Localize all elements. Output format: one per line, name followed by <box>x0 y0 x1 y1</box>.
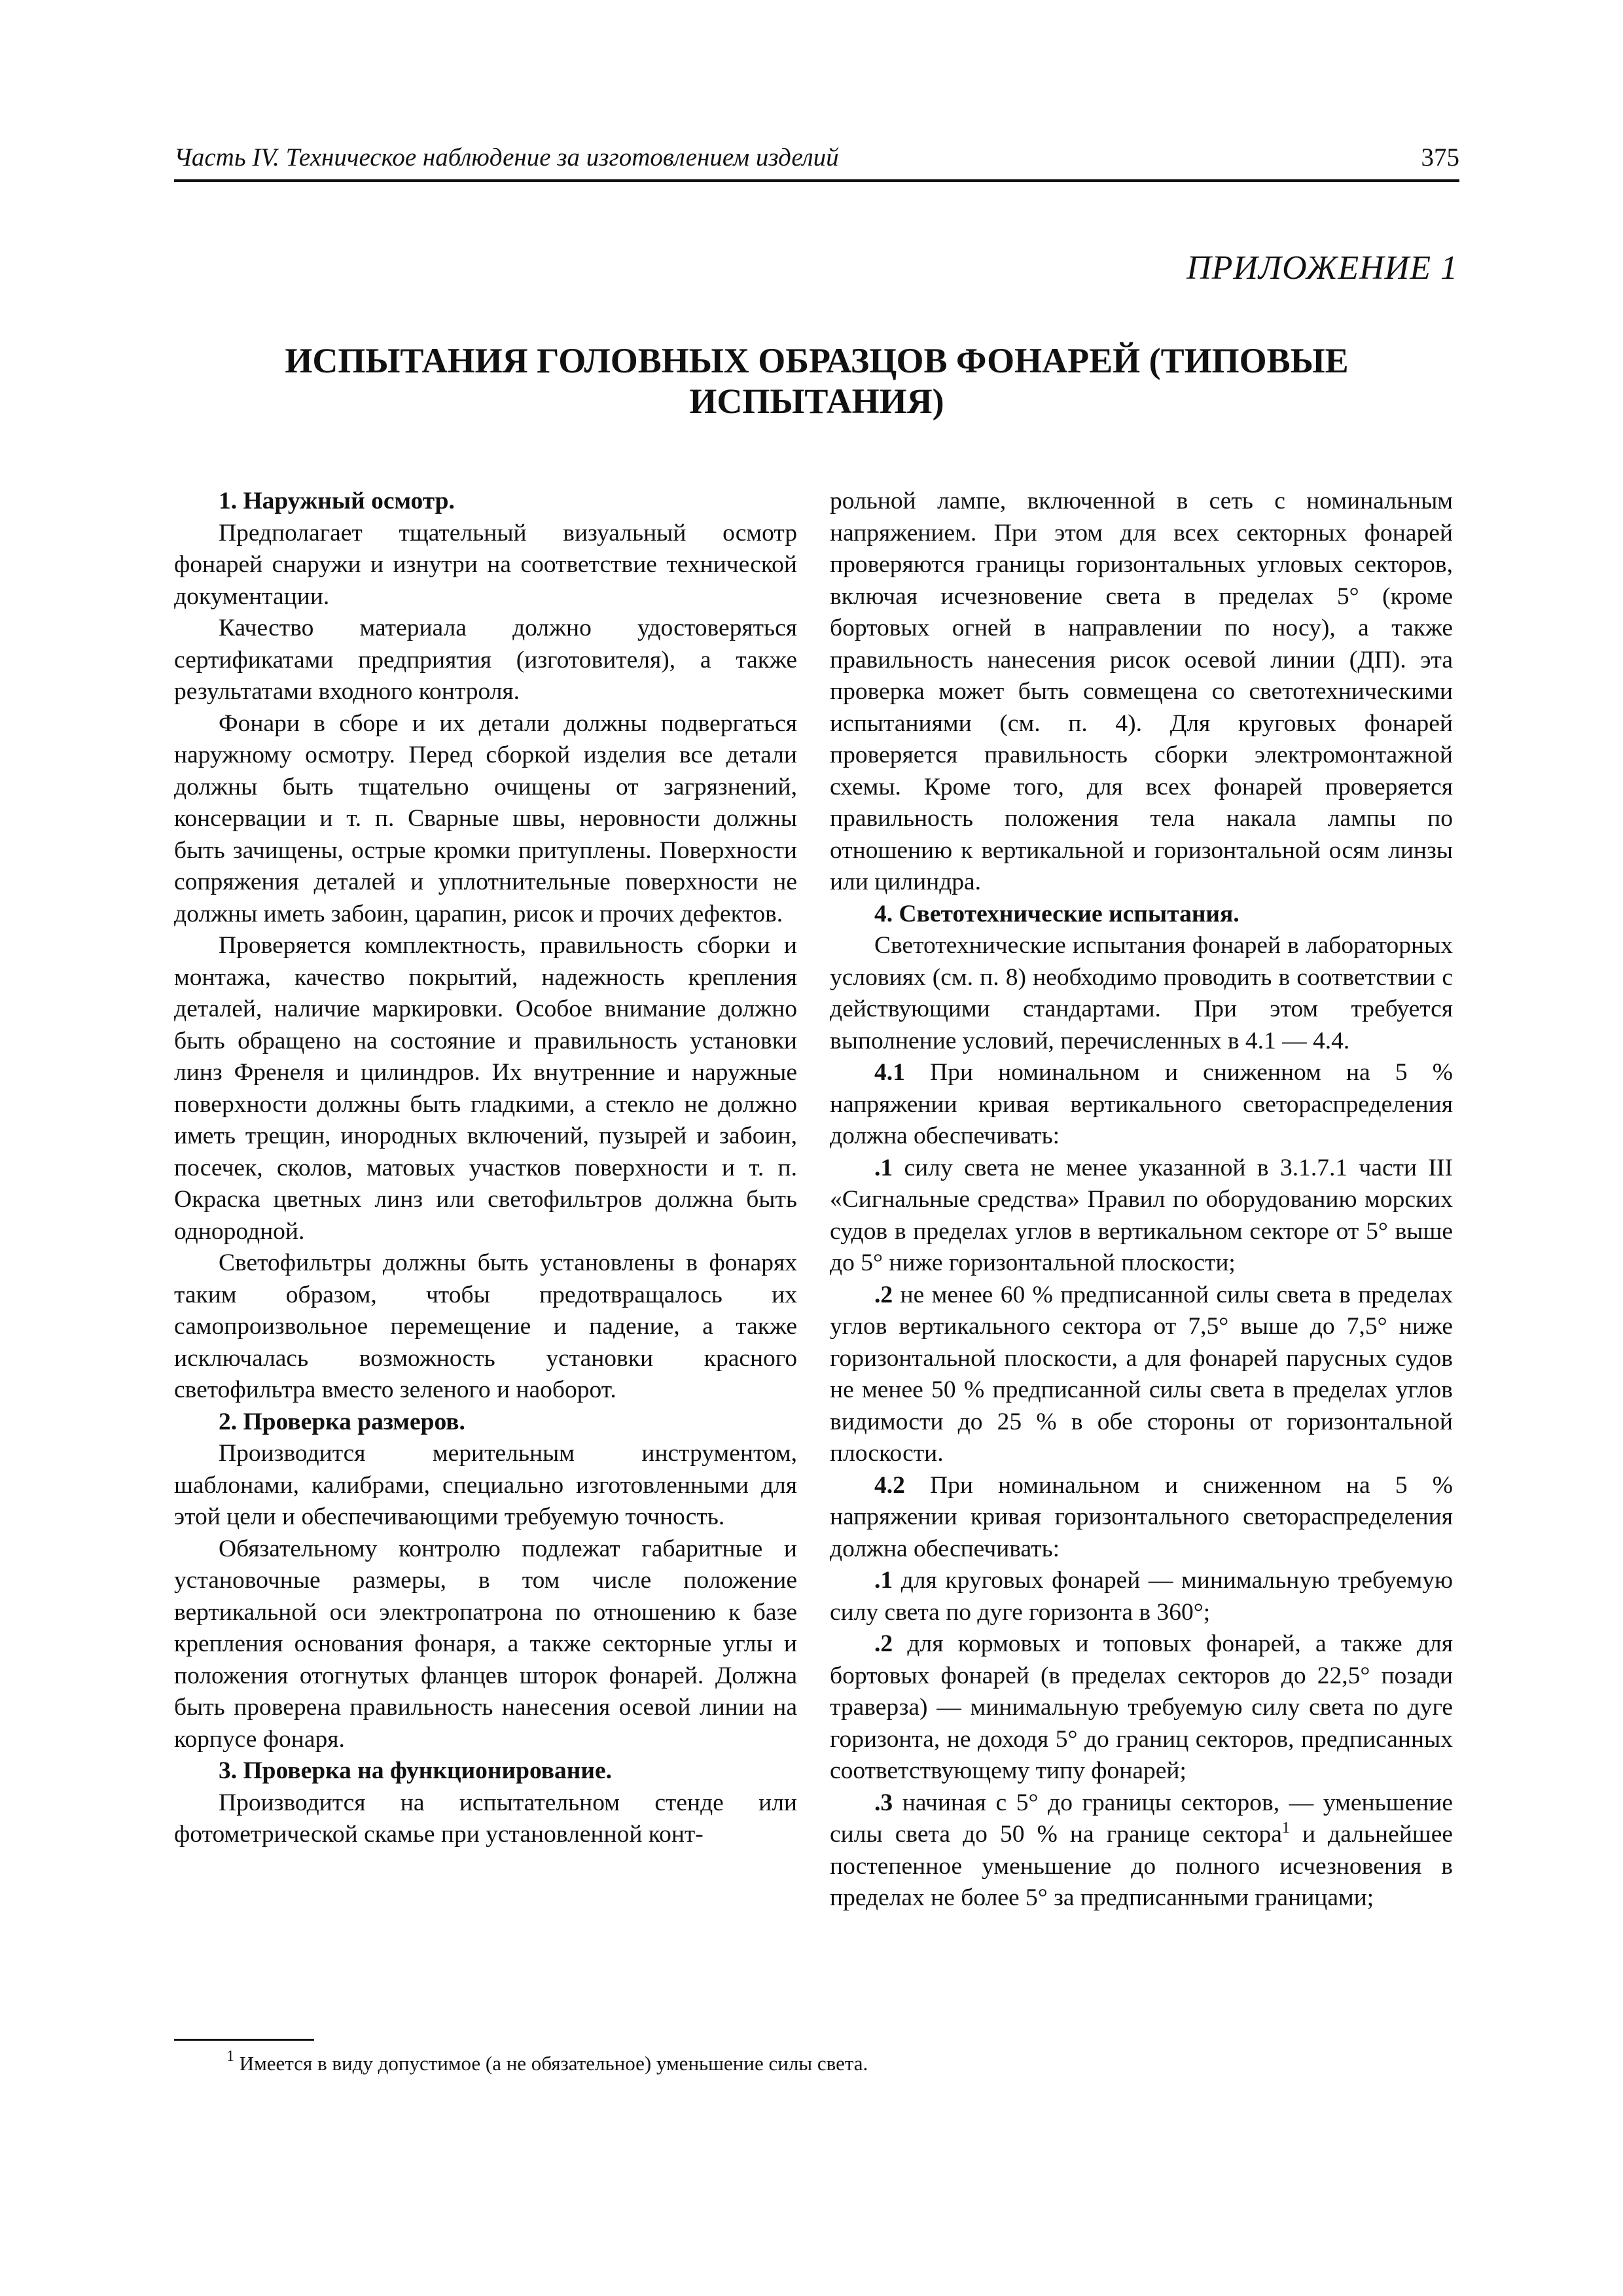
footnote-reference: 1 <box>1281 1820 1290 1837</box>
paragraph-text: Проверяется комплектность, правильность сборки и монтажа, качество покрытий, надежность крепления деталей, наличие маркировки. Особое внимание должно быть обращено на состояние и правильность установки линз Френеля и цилиндров. Их внутренние и наружные поверхности должны быть гладкими, а стекло не должно иметь трещин, инородных включений, пузырей и забоин, посечек, сколов, матовых участков поверхности и т. п. Окраска цветных линз или светофильтров должна быть однородной. <box>174 932 797 1245</box>
item-number: .2 <box>874 1281 893 1308</box>
left-column-paragraph <box>174 930 797 1247</box>
right-column-paragraph <box>830 1787 1453 1914</box>
left-column-section-heading <box>174 486 797 518</box>
header-rule <box>174 179 1459 182</box>
paragraph-text: Качество материала должно удостоверяться сертификатами предприятия (изготовителя), а также результатами входного контроля. <box>174 615 797 705</box>
paragraph-text: Производится на испытательном стенде или фотометрической скамье при установленной конт- <box>174 1789 797 1848</box>
paragraph-text: 4. Светотехнические испытания. <box>874 900 1240 927</box>
right-column-section-heading <box>830 899 1453 931</box>
paragraph-text: для кормовых и топовых фонарей, а также для бортовых фонарей (в пределах секторов до 22,5° позади траверза) — минимальную требуемую силу света по дуге горизонта, не доходя 5° до границ секторов, предписанных соответствующему типу фонарей; <box>830 1630 1453 1784</box>
paragraph-text: 3. Проверка на функционирование. <box>219 1757 613 1784</box>
right-column-paragraph <box>830 1057 1453 1153</box>
paragraph-text: При номинальном и сниженном на 5 % напряжении кривая горизонтального светораспределения должна обеспечивать: <box>830 1471 1453 1562</box>
paragraph-text: для круговых фонарей — минимальную требуемую силу света по дуге горизонта в 360°; <box>830 1567 1453 1626</box>
paragraph-text: не менее 60 % предписанной силы света в пределах углов вертикального сектора от 7,5° выше до 7,5° ниже горизонтальной плоскости, а для фонарей парусных судов не менее 50 % предписанной силы света в пределах углов видимости до 25 % в обе стороны от горизонтальной плоскости. <box>830 1281 1453 1467</box>
left-column-paragraph <box>174 1787 797 1851</box>
paragraph-text: Предполагает тщательный визуальный осмотр фонарей снаружи и изнутри на соответствие технической документации. <box>174 519 797 610</box>
right-column-paragraph <box>830 1565 1453 1628</box>
appendix-label: ПРИЛОЖЕНИЕ 1 <box>1186 249 1458 287</box>
paragraph-text: Светотехнические испытания фонарей в лабораторных условиях (см. п. 8) необходимо проводить в соответствии с действующими стандартами. При этом требуется выполнение условий, перечисленных в 4.1 — 4.4. <box>830 932 1453 1054</box>
paragraph-text: 1. Наружный осмотр. <box>219 488 455 514</box>
right-column-paragraph <box>830 1628 1453 1787</box>
item-number: .2 <box>874 1630 893 1657</box>
left-column-paragraph <box>174 1438 797 1534</box>
item-number: 4.1 <box>874 1059 905 1086</box>
paragraph-text-tail: и дальнейшее постепенное уменьшение до полного исчезновения в пределах не более 5° за предписанными границами; <box>830 1821 1453 1911</box>
item-number: 4.2 <box>874 1471 905 1499</box>
item-number: .1 <box>874 1154 893 1181</box>
item-number: .1 <box>874 1567 893 1594</box>
paragraph-text: Производится мерительным инструментом, шаблонами, калибрами, специально изготовленными для этой цели и обеспечивающими требуемую точность. <box>174 1440 797 1530</box>
left-text-column <box>174 486 797 1851</box>
right-text-column <box>830 486 1453 1914</box>
right-column-paragraph <box>830 1280 1453 1470</box>
left-column-section-heading <box>174 1755 797 1787</box>
right-column-paragraph <box>830 1470 1453 1566</box>
paragraph-text: При номинальном и сниженном на 5 % напряжении кривая вертикального светораспределения должна обеспечивать: <box>830 1059 1453 1149</box>
footnote <box>226 2048 868 2075</box>
footnote-text: Имеется в виду допустимое (а не обязательное) уменьшение силы света. <box>234 2052 868 2075</box>
left-column-paragraph <box>174 518 797 613</box>
right-column-paragraph <box>830 486 1453 899</box>
running-header-title: Часть IV. Техническое наблюдение за изготовлением изделий <box>174 143 839 171</box>
left-column-paragraph <box>174 1247 797 1407</box>
paragraph-text: силу света не менее указанной в 3.1.7.1 части III «Сигнальные средства» Правил по оборудованию морских судов в пределах углов в вертикальном секторе от 5° выше до 5° ниже горизонтальной плоскости; <box>830 1154 1453 1276</box>
paragraph-text: Светофильтры должны быть установлены в фонарях таким образом, чтобы предотвращалось их самопроизвольное перемещение и падение, а также исключалась возможность установки красного светофильтра вместо зеленого и наоборот. <box>174 1249 797 1403</box>
footnote-rule <box>174 2039 314 2041</box>
paragraph-text: начиная с 5° до границы секторов, — уменьшение силы света до 50 % на границе сектора <box>830 1789 1453 1848</box>
left-column-paragraph <box>174 613 797 708</box>
paragraph-text: Обязательному контролю подлежат габаритные и установочные размеры, в том числе положение вертикальной оси электропатрона по отношению к базе крепления основания фонаря, а также секторные углы и положения отогнутых фланцев шторок фонарей. Должна быть проверена правильность нанесения осевой линии на корпусе фонаря. <box>174 1535 797 1753</box>
left-column-section-heading <box>174 1407 797 1439</box>
footnote-mark: 1 <box>226 2048 234 2065</box>
paragraph-text: 2. Проверка размеров. <box>219 1408 465 1435</box>
running-header <box>174 143 1459 179</box>
page-title: ИСПЫТАНИЯ ГОЛОВНЫХ ОБРАЗЦОВ ФОНАРЕЙ (ТИПОВЫЕ ИСПЫТАНИЯ) <box>285 341 1349 421</box>
right-column-paragraph <box>830 930 1453 1057</box>
right-column-paragraph <box>830 1153 1453 1280</box>
left-column-paragraph <box>174 708 797 931</box>
paragraph-text: Фонари в сборе и их детали должны подвергаться наружному осмотру. Перед сборкой изделия все детали должны быть тщательно очищены от загрязнений, консервации и т. п. Сварные швы, неровности должны быть зачищены, острые кромки притуплены. Поверхности сопряжения деталей и уплотнительные поверхности не должны иметь забоин, царапин, рисок и прочих дефектов. <box>174 709 797 927</box>
item-number: .3 <box>874 1789 893 1816</box>
page-number: 375 <box>1421 143 1459 171</box>
paragraph-text: рольной лампе, включенной в сеть с номинальным напряжением. При этом для всех секторных фонарей проверяются границы горизонтальных угловых секторов, включая исчезновение света в пределах 5° (кроме бортовых огней в направлении по носу), а также правильность нанесения рисок осевой линии (ДП). эта проверка может быть совмещена со светотехническими испытаниями (см. п. 4). Для круговых фонарей проверяется правильность сборки электромонтажной схемы. Кроме того, для всех фонарей проверяется правильность положения тела накала лампы по отношению к вертикальной и горизонтальной осям линзы или цилиндра. <box>830 488 1453 895</box>
left-column-paragraph <box>174 1534 797 1756</box>
